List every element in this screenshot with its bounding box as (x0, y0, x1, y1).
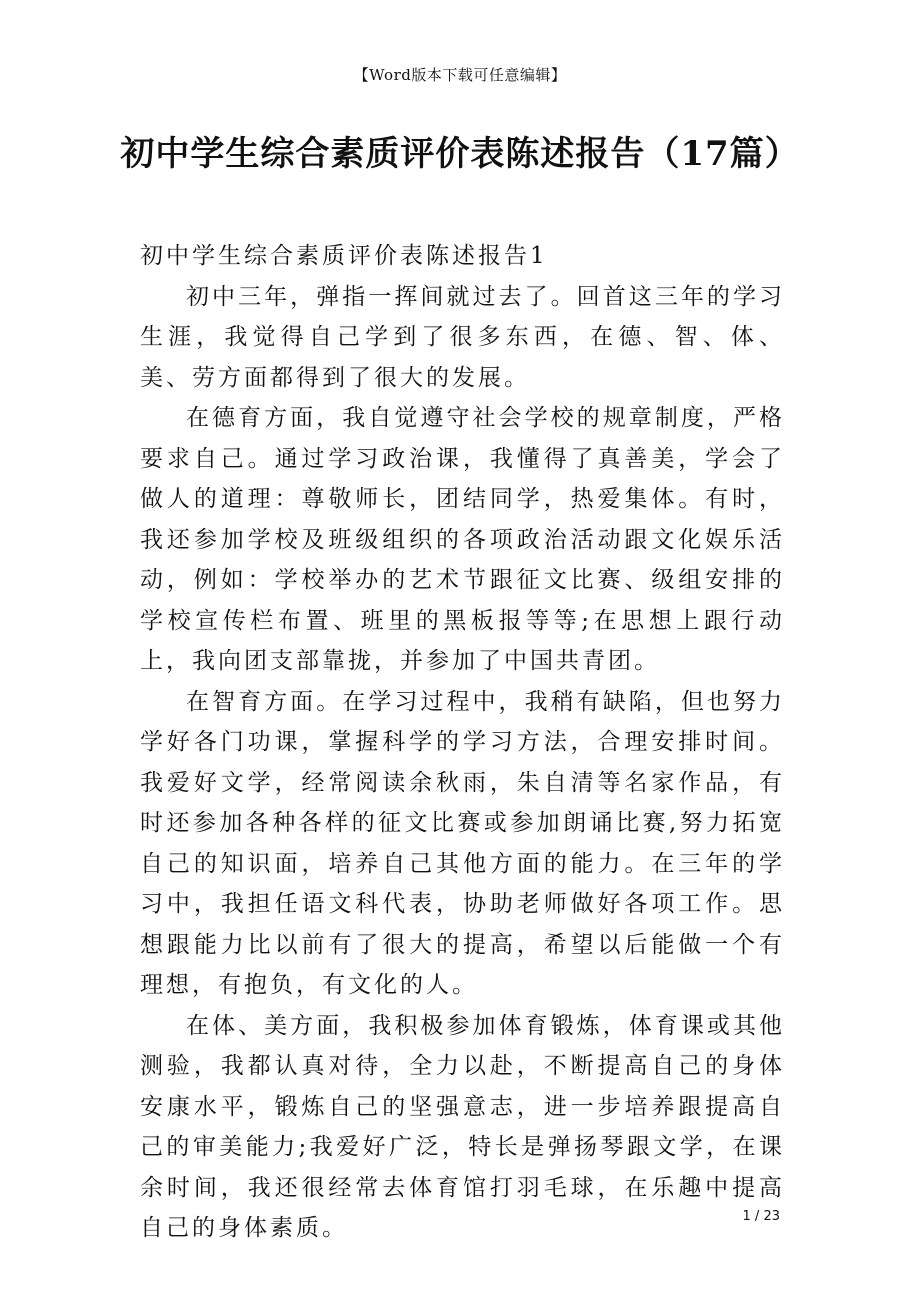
download-note: 【Word版本下载可任意编辑】 (353, 66, 567, 84)
paragraph-intro: 初中三年，弹指一挥间就过去了。回首这三年的学习生涯，我觉得自己学到了很多东西，在德、智、体、美、劳方面都得到了很大的发展。 (140, 283, 785, 391)
paragraph-moral-education: 在德育方面，我自觉遵守社会学校的规章制度，严格要求自己。通过学习政治课，我懂得了真善美，学会了做人的道理：尊敬师长，团结同学，热爱集体。有时，我还参加学校及班级组织的各项政治活动跟文化娱乐活动，例如：学校举办的艺术节跟征文比赛、级组安排的学校宣传栏布置、班里的黑板报等等;在思想上跟行动上，我向团支部靠拢，并参加了中国共青团。 (140, 405, 785, 674)
section-heading: 初中学生综合素质评价表陈述报告1 (140, 243, 548, 269)
page-number: 1 / 23 (742, 1209, 780, 1224)
document-body (140, 236, 785, 1249)
paragraph-physical-aesthetic-education: 在体、美方面，我积极参加体育锻炼，体育课或其他测验，我都认真对待，全力以赴，不断提高自己的身体安康水平，锻炼自己的坚强意志，进一步培养跟提高自己的审美能力;我爱好广泛，特长是弹扬琴跟文学，在课余时间，我还很经常去体育馆打羽毛球，在乐趣中提高自己的身体素质。 (140, 1012, 785, 1241)
document-title: 初中学生综合素质评价表陈述报告（17篇） (120, 134, 800, 174)
paragraph-intellectual-education: 在智育方面。在学习过程中，我稍有缺陷，但也努力学好各门功课，掌握科学的学习方法，合理安排时间。我爱好文学，经常阅读余秋雨，朱自清等名家作品，有时还参加各种各样的征文比赛或参加朗诵比赛,努力拓宽自己的知识面，培养自己其他方面的能力。在三年的学习中，我担任语文科代表，协助老师做好各项工作。思想跟能力比以前有了很大的提高，希望以后能做一个有理想，有抱负，有文化的人。 (140, 688, 785, 998)
